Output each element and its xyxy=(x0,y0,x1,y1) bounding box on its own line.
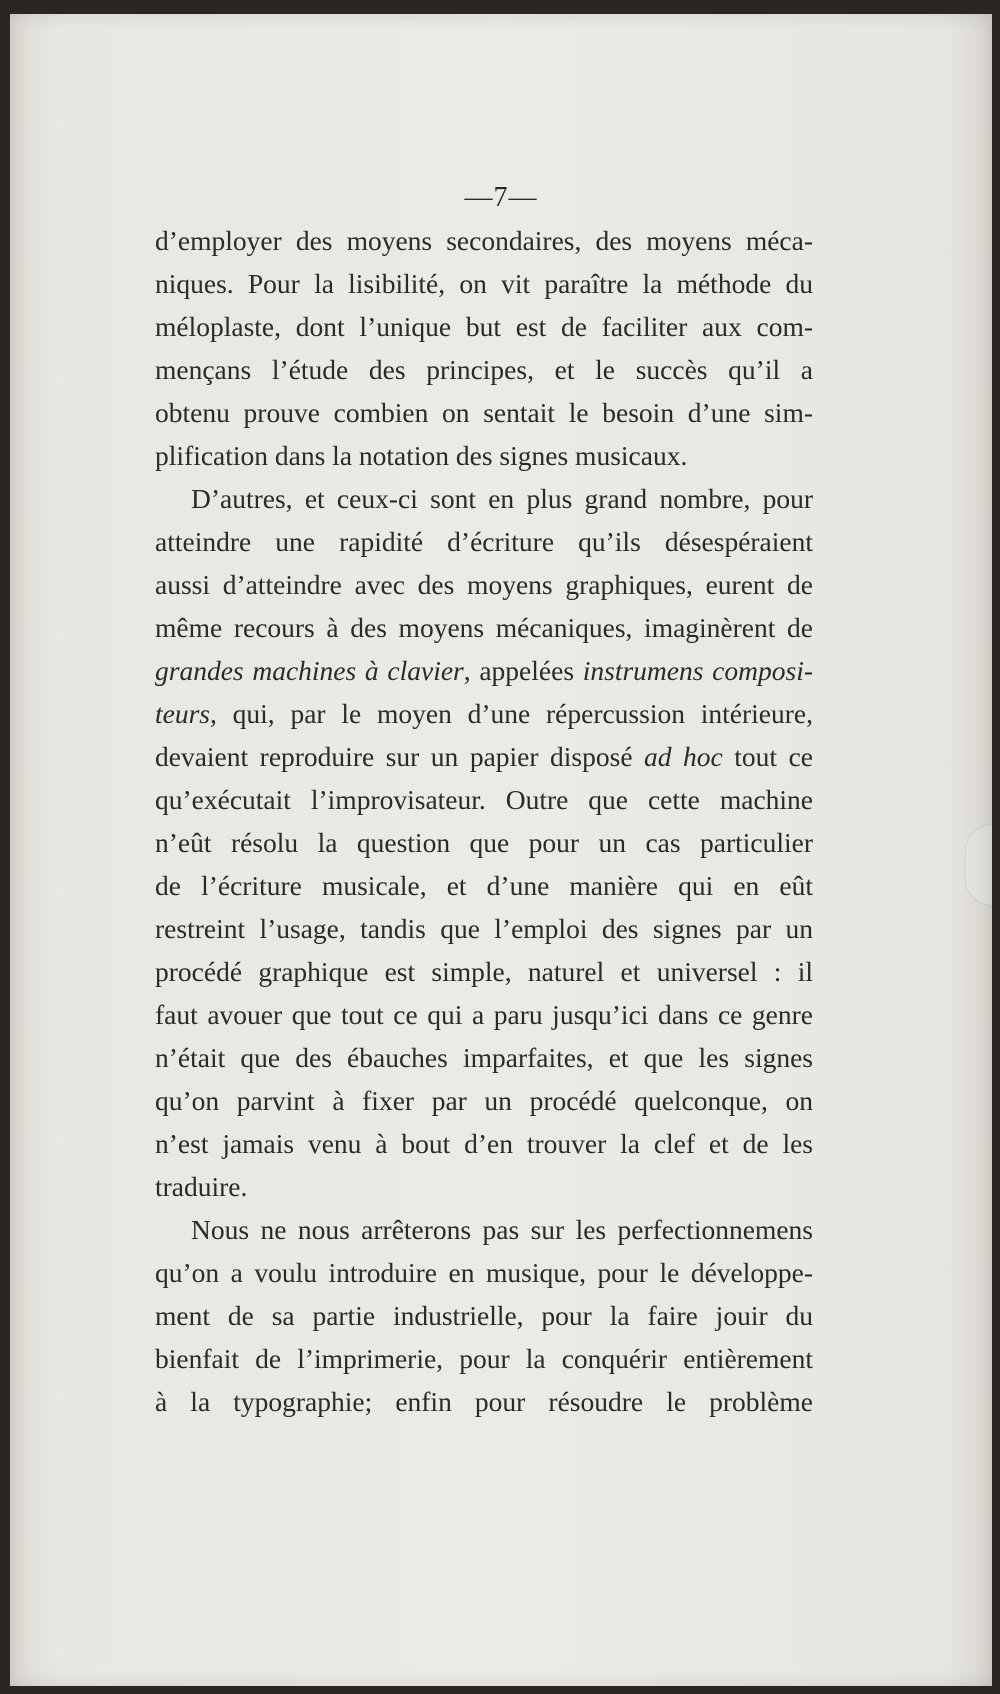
text-run: devaient reproduire sur un papier disposé xyxy=(155,741,645,772)
italic-text: ad hoc xyxy=(644,741,723,772)
text-line: d’employer des moyens secondaires, des moyens méca- xyxy=(155,225,813,256)
text-line: restreint l’usage, tandis que l’emploi des signes par un xyxy=(155,913,813,944)
text-line: n’eût résolu la question que pour un cas particulier xyxy=(155,827,813,858)
text-line: qu’on parvint à fixer par un procédé quelconque, on xyxy=(155,1085,813,1116)
text-line: atteindre une rapidité d’écriture qu’ils désespéraient xyxy=(155,526,813,557)
text-line xyxy=(155,649,813,692)
book-page xyxy=(10,14,992,1686)
text-line: D’autres, et ceux-ci sont en plus grand nombre, pour xyxy=(191,483,813,514)
text-line: aussi d’atteindre avec des moyens graphiques, eurent de xyxy=(155,569,813,600)
text-line: n’est jamais venu à bout d’en trouver la clef et de les xyxy=(155,1128,813,1159)
text-line: procédé graphique est simple, naturel et universel : il xyxy=(155,956,813,987)
text-line: à la typographie; enfin pour résoudre le problème xyxy=(155,1386,813,1417)
page-number: —7— xyxy=(464,182,538,213)
text-run: , appelées xyxy=(463,655,583,686)
text-line: faut avouer que tout ce qui a paru jusqu’ici dans ce genre xyxy=(155,999,813,1030)
text-line: de l’écriture musicale, et d’une manière qui en eût xyxy=(155,870,813,901)
text-line: niques. Pour la lisibilité, on vit paraître la méthode du xyxy=(155,268,813,299)
text-line: même recours à des moyens mécaniques, imaginèrent de xyxy=(155,612,813,643)
text-line: qu’exécutait l’improvisateur. Outre que cette machine xyxy=(155,784,813,815)
italic-text: grandes machines à clavier xyxy=(155,655,464,686)
text-line: mençans l’étude des principes, et le succès qu’il a xyxy=(155,354,813,385)
text-run: , qui, par le moyen d’une répercussion intérieure, xyxy=(210,698,813,729)
text-line: qu’on a voulu introduire en musique, pour le développe- xyxy=(155,1257,813,1288)
italic-text: teurs xyxy=(155,698,210,729)
italic-text: instrumens composi- xyxy=(582,655,813,686)
page-edge-tab xyxy=(965,824,992,906)
text-run: tout ce xyxy=(722,741,813,772)
text-line: Nous ne nous arrêterons pas sur les perfectionnemens xyxy=(191,1214,813,1245)
text-line: n’était que des ébauches imparfaites, et que les signes xyxy=(155,1042,813,1073)
text-line: ment de sa partie industrielle, pour la faire jouir du xyxy=(155,1300,813,1331)
text-line: plification dans la notation des signes musicaux. xyxy=(155,440,688,471)
text-line: méloplaste, dont l’unique but est de faciliter aux com- xyxy=(155,311,813,342)
text-line: bienfait de l’imprimerie, pour la conquérir entièrement xyxy=(155,1343,813,1374)
text-line xyxy=(155,692,813,735)
text-line xyxy=(155,735,813,778)
text-line: traduire. xyxy=(155,1171,248,1202)
text-line: obtenu prouve combien on sentait le besoin d’une sim- xyxy=(155,397,813,428)
body-text xyxy=(155,219,813,1423)
